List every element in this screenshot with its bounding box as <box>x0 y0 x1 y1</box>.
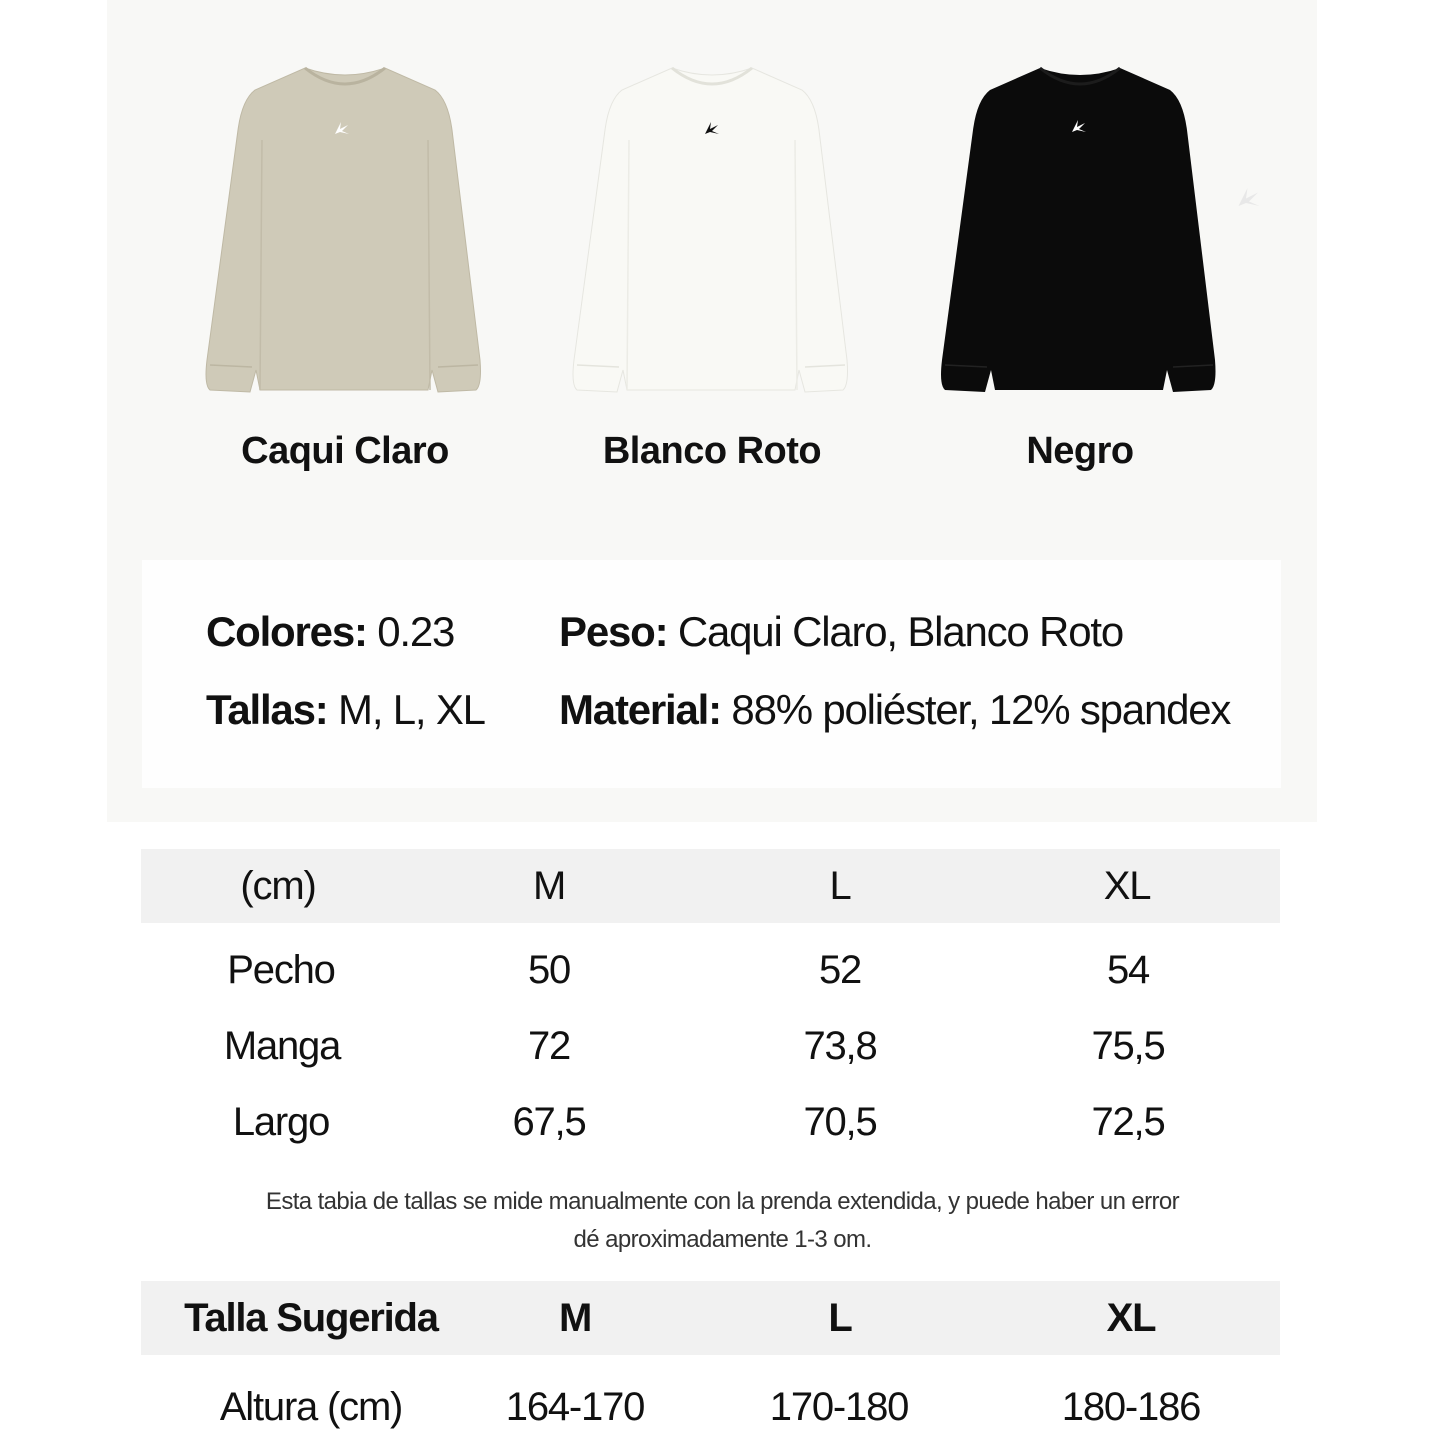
spec-material <box>559 686 1230 734</box>
spec-tallas <box>206 686 485 734</box>
header-size-m: M <box>532 864 566 908</box>
row-label: Pecho <box>227 948 335 992</box>
size-table-header <box>141 849 1280 923</box>
product-blanco-roto[interactable] <box>547 60 877 480</box>
spec-label: Peso: <box>559 608 668 655</box>
size-table <box>141 849 1280 1151</box>
cell-value: 67,5 <box>512 1100 586 1144</box>
row-label: Manga <box>223 1024 341 1068</box>
watermark-logo-icon <box>1238 188 1260 206</box>
cell-value: 170-180 <box>769 1385 909 1429</box>
product-caqui-claro[interactable] <box>180 60 510 480</box>
spec-label: Tallas: <box>206 686 328 733</box>
shirt-khaki-image <box>180 60 510 400</box>
spec-value: Caqui Claro, Blanco Roto <box>677 608 1123 655</box>
row-label: Largo <box>232 1100 330 1144</box>
note-line-1: Esta tabia de tallas se mide manualmente con la prenda extendida, y puede haber un error <box>265 1188 1180 1215</box>
product-gallery <box>107 0 1317 520</box>
cell-value: 72 <box>527 1024 571 1068</box>
note-line-2: dé aproximadamente 1-3 om. <box>573 1226 872 1253</box>
shirt-black-image <box>915 60 1245 400</box>
product-panel <box>107 0 1317 822</box>
color-label: Caqui Claro <box>241 430 449 472</box>
header-size-l: L <box>828 1296 852 1340</box>
header-size-l: L <box>829 864 851 908</box>
header-unit: (cm) <box>240 864 316 908</box>
shirt-white-image <box>547 60 877 400</box>
suggested-size-table <box>141 1281 1280 1445</box>
suggested-table-header <box>141 1281 1280 1355</box>
table-row-pecho <box>141 923 1280 999</box>
color-label: Negro <box>1026 430 1134 472</box>
cell-value: 180-186 <box>1061 1385 1201 1429</box>
cell-value: 52 <box>818 948 862 992</box>
header-size-xl: XL <box>1106 1296 1156 1340</box>
spec-peso <box>559 608 1123 656</box>
spec-label: Material: <box>559 686 721 733</box>
spec-colores <box>206 608 454 656</box>
measurement-note <box>0 1183 1445 1259</box>
spec-value: 88% poliéster, 12% spandex <box>731 686 1231 733</box>
row-label: Altura (cm) <box>219 1385 403 1429</box>
table-row-altura <box>141 1355 1280 1445</box>
cell-value: 72,5 <box>1091 1100 1165 1144</box>
cell-value: 75,5 <box>1091 1024 1165 1068</box>
header-size-m: M <box>558 1296 592 1340</box>
header-suggested-size: Talla Sugerida <box>184 1296 438 1340</box>
cell-value: 73,8 <box>803 1024 877 1068</box>
cell-value: 70,5 <box>803 1100 877 1144</box>
color-label: Blanco Roto <box>602 430 822 472</box>
table-row-largo <box>141 1075 1280 1151</box>
cell-value: 164-170 <box>505 1385 645 1429</box>
cell-value: 54 <box>1106 948 1150 992</box>
specs-box <box>142 560 1281 788</box>
spec-label: Colores: <box>206 608 367 655</box>
table-row-manga <box>141 999 1280 1075</box>
header-size-xl: XL <box>1103 864 1151 908</box>
product-negro[interactable] <box>915 60 1245 480</box>
cell-value: 50 <box>527 948 571 992</box>
spec-value: 0.23 <box>377 608 455 655</box>
spec-value: M, L, XL <box>338 686 485 733</box>
